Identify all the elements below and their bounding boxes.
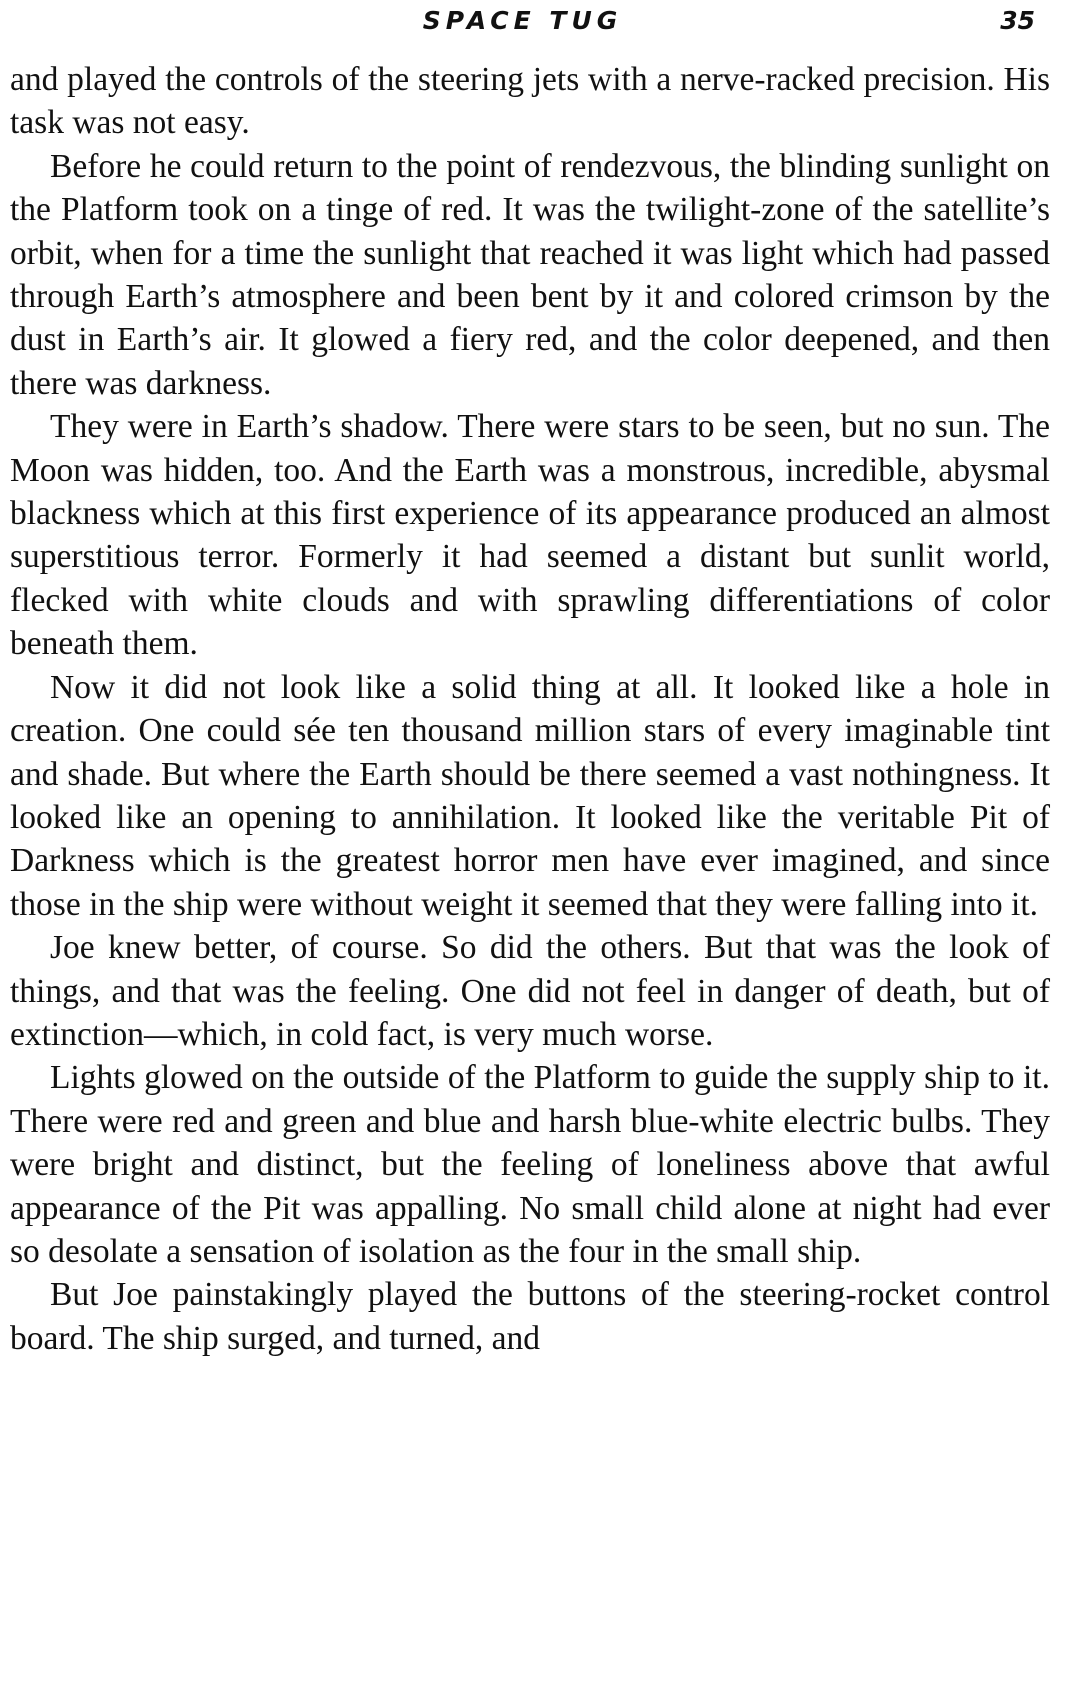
paragraph-4: Now it did not look like a solid thing at all. It looked like a hole in creation. One could sée ten thousand million stars of every imaginable tint and shade. But where the Earth should be there seemed a vast nothingness. It looked like an opening to annihilation. It looked like the veritable Pit of Darkness which is the greatest horror men have ever imagined, and since those in the ship were without weight it seemed that they were falling into it.: [10, 668, 1050, 923]
paragraph-6: Lights glowed on the outside of the Platform to guide the supply ship to it. There were red and green and blue and harsh blue-white electric bulbs. They were bright and distinct, but the feeling of loneliness above that awful appearance of the Pit was appalling. No small child alone at night had ever so desolate a sensation of isolation as the four in the small ship.: [10, 1059, 1050, 1270]
paragraph-1: and played the controls of the steering jets with a nerve-racked precision. His task was not easy.: [10, 61, 1050, 142]
paragraph-7: But Joe painstakingly played the buttons of the steering-rocket control board. The ship surged, and turned, and: [10, 1276, 1050, 1357]
page-number: 35: [1000, 6, 1035, 35]
paragraph-3: They were in Earth’s shadow. There were stars to be seen, but no sun. The Moon was hidden, too. And the Earth was a monstrous, incredible, abysmal blackness which at this first experience of its appearance produced an almost superstitious terror. Formerly it had seemed a distant but sunlit world, flecked with white clouds and with sprawling differentiations of color beneath them.: [10, 408, 1050, 663]
paragraph-2: Before he could return to the point of rendezvous, the blinding sunlight on the Platform took on a tinge of red. It was the twilight-zone of the satellite’s orbit, when for a time the sunlight that reached it was light which had passed through Earth’s atmosphere and been bent by it and colored crimson by the dust in Earth’s air. It glowed a fiery red, and the color deepened, and then there was darkness.: [10, 147, 1050, 402]
paragraph-5: Joe knew better, of course. So did the others. But that was the look of things, and that was the feeling. One did not feel in danger of death, but of extinction—which, in cold fact, is very much worse.: [10, 929, 1050, 1053]
running-title: SPACE TUG: [422, 6, 623, 35]
running-header: [10, 6, 1035, 42]
body-text: [10, 58, 1050, 1360]
